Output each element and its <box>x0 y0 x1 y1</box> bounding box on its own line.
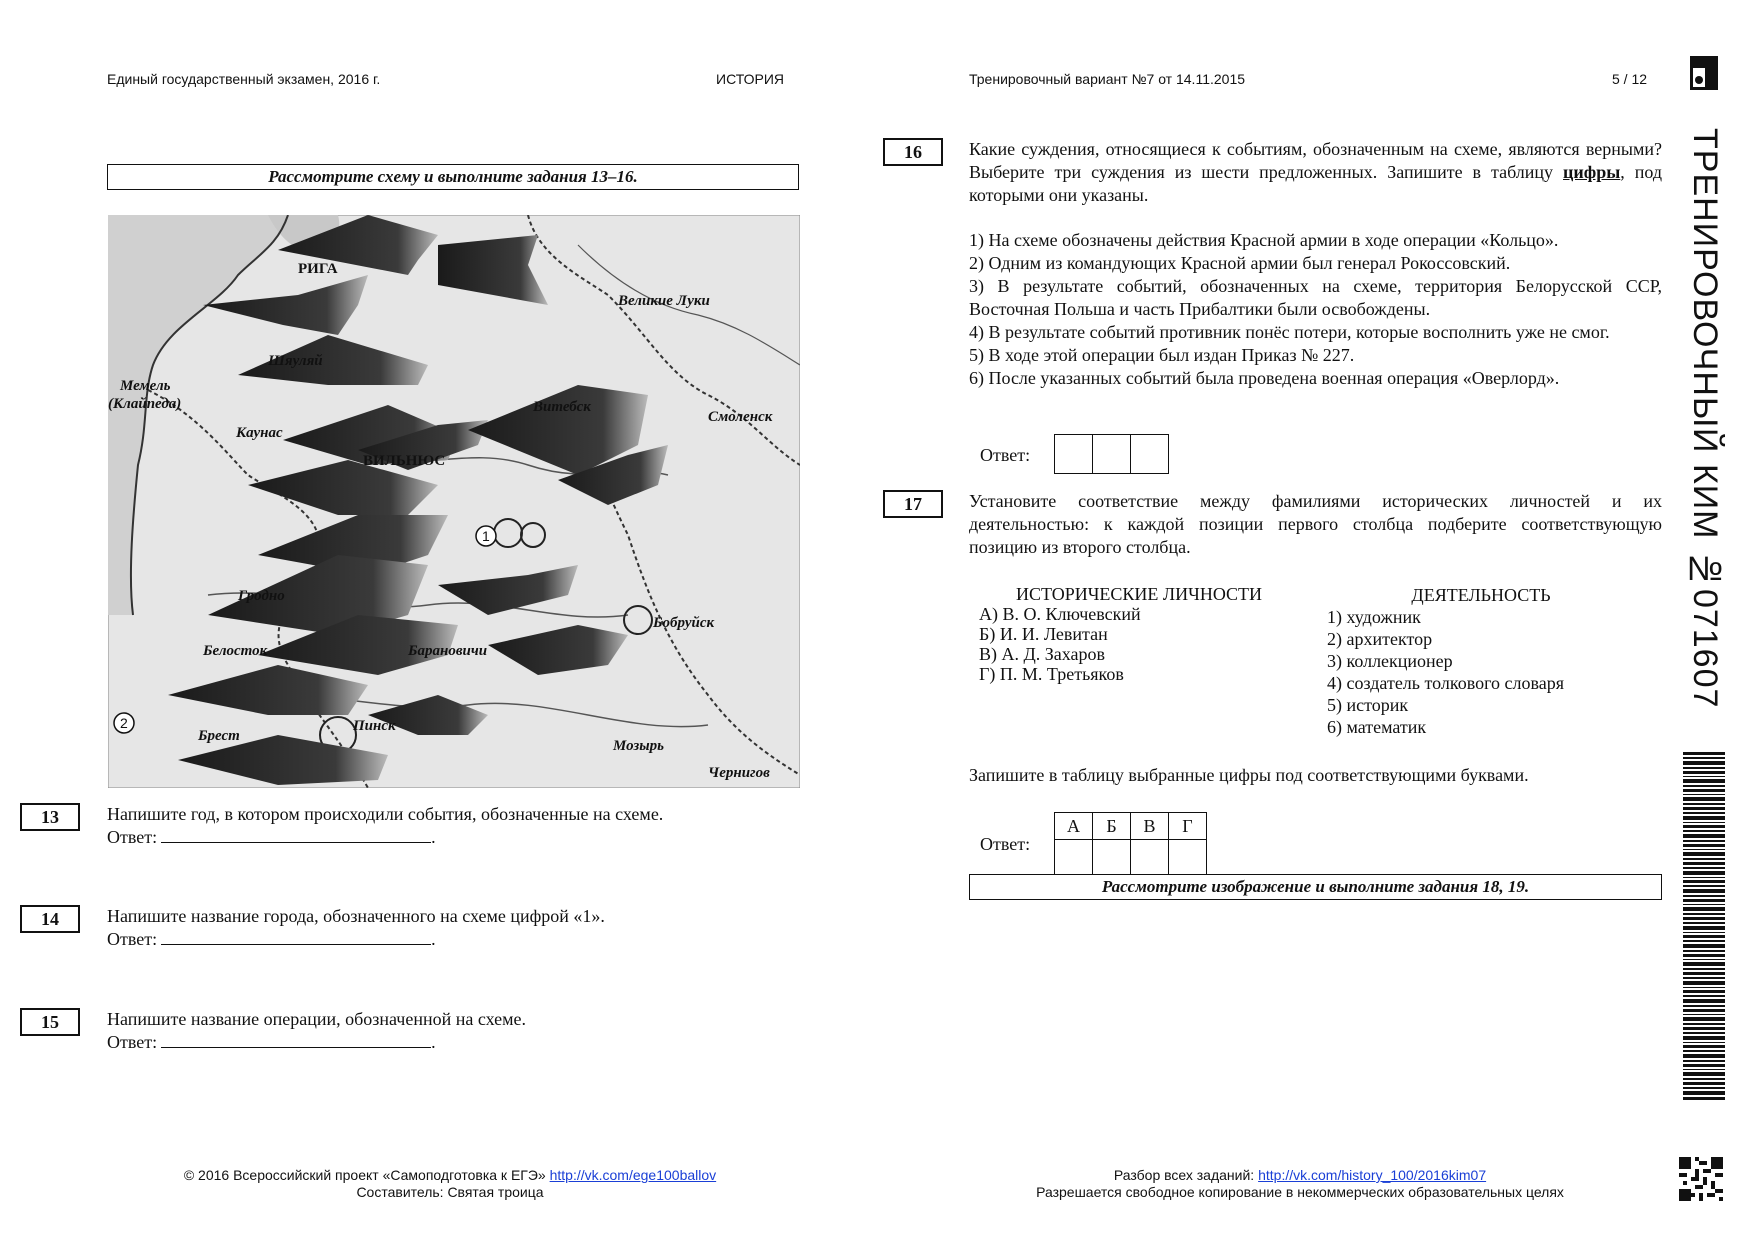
question-14 <box>107 905 787 951</box>
answer-cell-16[interactable] <box>1093 435 1131 474</box>
answer-cell-17-a[interactable] <box>1055 840 1093 875</box>
battle-map <box>108 215 800 788</box>
map-label-bialystok: Белосток <box>203 643 268 659</box>
section-intro-13-16: Рассмотрите схему и выполните задания 13–16. <box>107 164 799 190</box>
activity-item: 2) архитектор <box>1327 629 1433 649</box>
map-label-velikie-luki: Великие Луки <box>618 293 710 309</box>
map-label-chernigov: Чернигов <box>708 765 770 781</box>
header-page-number: 5 / 12 <box>1612 71 1648 87</box>
person-item: Б) И. И. Левитан <box>979 624 1108 644</box>
answer-end-15: . <box>431 1032 436 1052</box>
person-item: В) А. Д. Захаров <box>979 644 1106 664</box>
person-item: А) В. О. Ключевский <box>979 604 1141 624</box>
map-label-brest: Брест <box>198 728 240 744</box>
question-16-text <box>969 138 1662 207</box>
header-exam-title: Единый государственный экзамен, 2016 г. <box>107 71 381 87</box>
question-16-option: 3) В результате событий, обозначенных на схеме, территория Белорусской ССР, Восточная Польша и часть Прибалтики были освобождены. <box>969 276 1662 319</box>
map-label-mozyr: Мозырь <box>613 738 665 754</box>
persons-column <box>979 584 1299 684</box>
map-label-siauliai: Шяуляй <box>268 353 323 369</box>
answer-field-13[interactable] <box>161 826 431 843</box>
footer-review-link[interactable]: http://vk.com/history_100/2016kim07 <box>1258 1167 1487 1183</box>
side-vertical-title: ТРЕНИРОВОЧНЫЙ КИМ №071607 <box>1686 128 1724 709</box>
question-number-13: 13 <box>20 803 80 831</box>
answer-cell-17-v[interactable] <box>1131 840 1169 875</box>
question-14-text: Напишите название города, обозначенного на схеме цифрой «1». <box>107 906 605 926</box>
activity-column-title: ДЕЯТЕЛЬНОСТЬ <box>1411 585 1551 605</box>
map-label-pinsk: Пинск <box>353 718 396 734</box>
question-15 <box>107 1008 787 1054</box>
map-label-klaipeda: (Клайпеда) <box>108 396 182 412</box>
answer-cell-16[interactable] <box>1055 435 1093 474</box>
footer-author: Составитель: Святая троица <box>356 1184 544 1200</box>
answer-label-17: Ответ: <box>980 834 1031 854</box>
question-15-text: Напишите название операции, обозначенной на схеме. <box>107 1009 527 1029</box>
footer-right <box>990 1167 1610 1201</box>
activity-item: 4) создатель толкового словаря <box>1327 673 1565 693</box>
question-16-text-start: Какие суждения, относящиеся к событиям, обозначенным на схеме, являются верными? Выберите три суждения из шести предложенных. Запишите в таблицу <box>969 139 1662 182</box>
question-17-text: Установите соответствие между фамилиями исторических личностей и их деятельностью: к каждой позиции первого столбца подберите соответствующую позицию из второго столбца. <box>969 491 1662 557</box>
question-16-option: 1) На схеме обозначены действия Красной армии в ходе операции «Кольцо». <box>969 230 1559 250</box>
section-intro-18-19: Рассмотрите изображение и выполните задания 18, 19. <box>969 874 1662 900</box>
activity-item: 6) математик <box>1327 717 1427 737</box>
map-marker-1: 1 <box>482 528 490 544</box>
map-label-vitebsk: Витебск <box>533 399 591 415</box>
question-16-option: 2) Одним из командующих Красной армии был генерал Рокоссовский. <box>969 253 1511 273</box>
question-16-options <box>969 229 1662 390</box>
answer-cell-16[interactable] <box>1131 435 1169 474</box>
answer-end-13: . <box>431 827 436 847</box>
footer-review-text: Разбор всех заданий: <box>1113 1167 1259 1183</box>
barcode-icon <box>1683 752 1725 1100</box>
question-16-option: 4) В результате событий противник понёс потери, которые восполнить уже не смог. <box>969 322 1610 342</box>
question-number-15: 15 <box>20 1008 80 1036</box>
question-17-instruction: Запишите в таблицу выбранные цифры под соответствующими буквами. <box>969 765 1529 785</box>
map-label-memel: Мемель <box>120 378 171 394</box>
answer-label-16: Ответ: <box>980 445 1031 465</box>
map-label-riga: РИГА <box>298 261 338 277</box>
header-subject: ИСТОРИЯ <box>716 71 785 87</box>
question-13-text: Напишите год, в котором происходили события, обозначенные на схеме. <box>107 804 664 824</box>
map-label-kaunas: Каунас <box>236 425 283 441</box>
activity-item: 5) историк <box>1327 695 1409 715</box>
question-number-17: 17 <box>883 490 943 518</box>
activity-column <box>1327 584 1647 738</box>
answer-field-15[interactable] <box>161 1031 431 1048</box>
header-variant-title: Тренировочный вариант №7 от 14.11.2015 <box>969 71 1246 87</box>
map-label-vilnius: ВИЛЬНЮС <box>363 453 446 469</box>
map-label-grodno: Гродно <box>238 588 285 604</box>
map-label-bobruisk: Бобруйск <box>653 615 715 631</box>
map-label-baranovichi: Барановичи <box>408 643 488 659</box>
answer-letter-g: Г <box>1169 813 1207 840</box>
qr-code-icon <box>1679 1157 1723 1201</box>
answer-letter-v: В <box>1131 813 1169 840</box>
footer-left <box>120 1167 780 1201</box>
answer-field-14[interactable] <box>161 928 431 945</box>
answer-letter-a: А <box>1055 813 1093 840</box>
map-marker-2: 2 <box>120 715 128 731</box>
answer-cell-17-b[interactable] <box>1093 840 1131 875</box>
corner-marker-icon <box>1690 56 1718 90</box>
answer-letter-b: Б <box>1093 813 1131 840</box>
question-number-16: 16 <box>883 138 943 166</box>
question-16-option: 5) В ходе этой операции был издан Приказ № 227. <box>969 345 1355 365</box>
answer-label-14: Ответ: <box>107 929 158 949</box>
person-item: Г) П. М. Третьяков <box>979 664 1124 684</box>
answer-table-17 <box>1054 812 1207 875</box>
answer-label-15: Ответ: <box>107 1032 158 1052</box>
answer-table-16 <box>1054 434 1169 474</box>
persons-column-title: ИСТОРИЧЕСКИЕ ЛИЧНОСТИ <box>1015 584 1263 604</box>
map-label-smolensk: Смоленск <box>708 409 773 425</box>
answer-label-13: Ответ: <box>107 827 158 847</box>
question-13 <box>107 803 787 849</box>
footer-copyright-note: Разрешается свободное копирование в некоммерческих образовательных целях <box>1036 1184 1564 1200</box>
answer-cell-17-g[interactable] <box>1169 840 1207 875</box>
question-16-text-bold: цифры <box>1563 162 1621 182</box>
answer-end-14: . <box>431 929 436 949</box>
question-number-14: 14 <box>20 905 80 933</box>
footer-project-link[interactable]: http://vk.com/ege100ballov <box>549 1167 717 1183</box>
question-16-text-end: , под которыми они указаны. <box>969 162 1662 205</box>
activity-item: 3) коллекционер <box>1327 651 1453 671</box>
question-16-option: 6) После указанных событий была проведена военная операция «Оверлорд». <box>969 368 1560 388</box>
footer-project-text: © 2016 Всероссийский проект «Самоподготовка к ЕГЭ» <box>183 1167 550 1183</box>
activity-item: 1) художник <box>1327 607 1421 627</box>
